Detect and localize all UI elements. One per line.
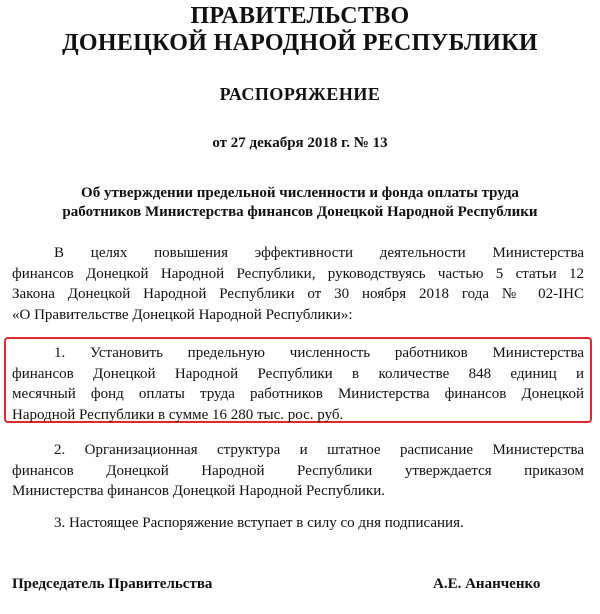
clause-2-line: Министерства финансов Донецкой Народной Республики. xyxy=(12,483,385,500)
preamble-line: финансов Донецкой Народной Республики, руководствуясь частью 5 статьи 12 xyxy=(12,265,584,282)
preamble-line: «О Правительстве Донецкой Народной Республики»: xyxy=(12,306,353,323)
clause-1-line: финансов Донецкой Народной Республики в количестве 848 единиц и xyxy=(12,365,584,382)
government-title-line1: ПРАВИТЕЛЬСТВО xyxy=(190,3,410,29)
preamble-line: В целях повышения эффективности деятельности Министерства xyxy=(54,245,584,261)
clause-2-line: 2. Организационная структура и штатное расписание Министерства xyxy=(54,442,584,458)
signatory-name: А.Е. Ананченко xyxy=(433,576,541,592)
document-type-heading: РАСПОРЯЖЕНИЕ xyxy=(219,84,381,104)
signatory-position: Председатель Правительства xyxy=(12,576,213,592)
clause-1-paragraph xyxy=(12,343,584,425)
document-date-number: от 27 декабря 2018 г. № 13 xyxy=(212,135,388,151)
clause-1-line: 1. Установить предельную численность работников Министерства xyxy=(54,345,584,361)
clause-3-line: 3. Настоящее Распоряжение вступает в силу со дня подписания. xyxy=(54,515,464,531)
clause-3-paragraph xyxy=(12,513,584,534)
government-title-line2: ДОНЕЦКОЙ НАРОДНОЙ РЕСПУБЛИКИ xyxy=(62,30,538,56)
subject-line2: работников Министерства финансов Донецкой Народной Республики xyxy=(62,204,538,220)
clause-2-line: финансов Донецкой Народной Республики утверждается приказом xyxy=(12,462,584,479)
subject-line1: Об утверждении предельной численности и фонда оплаты труда xyxy=(81,185,519,201)
clause-1-line: Народной Республики в сумме 16 280 тыс. рос. руб. xyxy=(12,406,344,423)
preamble-paragraph xyxy=(12,243,584,325)
clause-1-line: месячный фонд оплаты труда работников Министерства финансов Донецкой xyxy=(12,386,584,403)
clause-2-paragraph xyxy=(12,440,584,502)
preamble-line: Закона Донецкой Народной Республики от 30 ноября 2018 года № 02-ІНС xyxy=(12,286,584,303)
